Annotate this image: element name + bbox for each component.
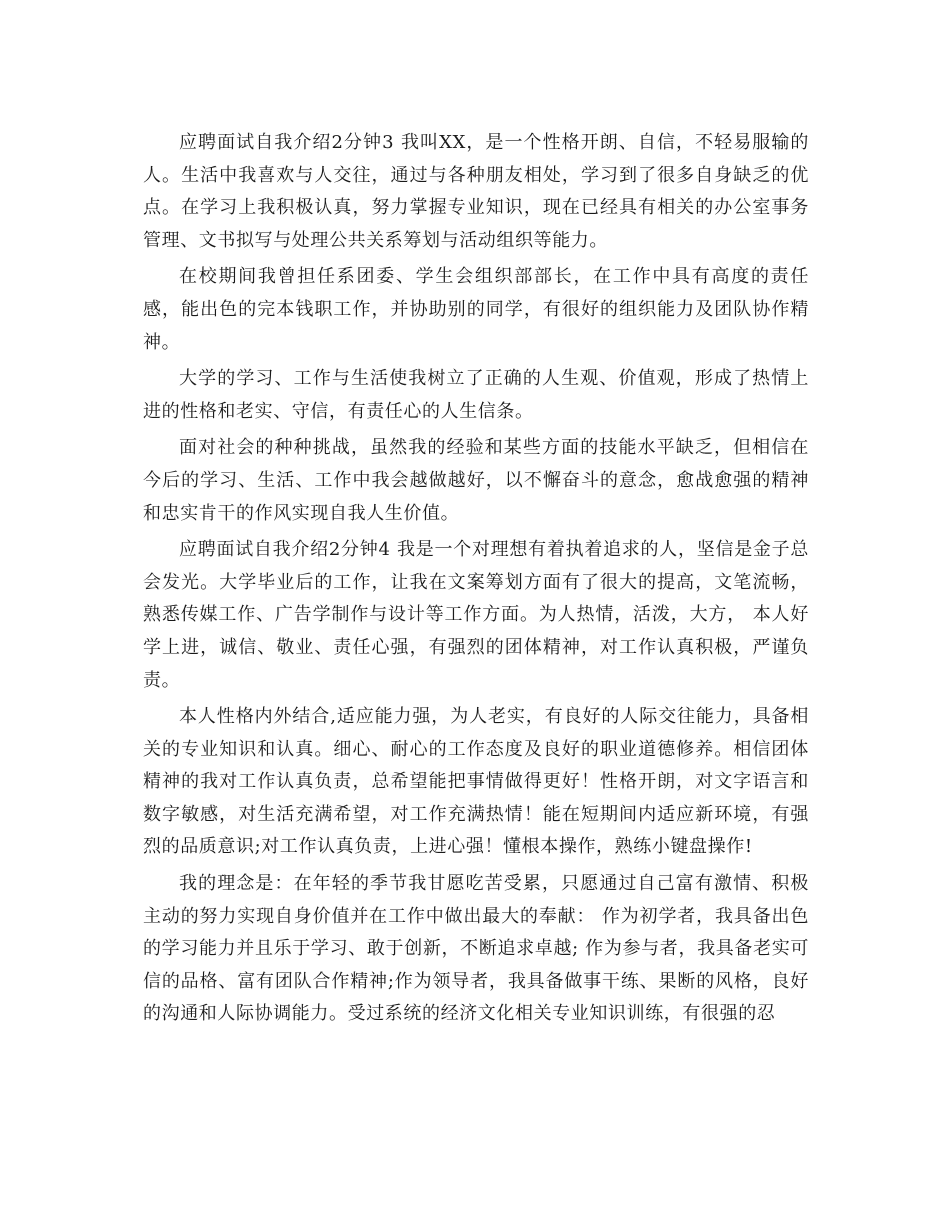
paragraph-5: 应聘面试自我介绍2分钟4 我是一个对理想有着执着追求的人，坚信是金子总会发光。大学毕业后的工作，让我在文案筹划方面有了很大的提高，文笔流畅，熟悉传媒工作、广告学制作与设计等工作方面。为人热情，活泼，大方， 本人好学上进，诚信、敬业、责任心强，有强烈的团体精神，对工作认真积极，严谨负责。 — [143, 539, 809, 691]
paragraph-3: 大学的学习、工作与生活使我树立了正确的人生观、价值观，形成了热情上进的性格和老实、守信，有责任心的人生信条。 — [143, 368, 809, 422]
paragraph-2: 在校期间我曾担任系团委、学生会组织部部长，在工作中具有高度的责任感，能出色的完本钱职工作，并协助别的同学，有很好的组织能力及团队协作精神。 — [143, 266, 809, 353]
paragraph-1: 应聘面试自我介绍2分钟3 我叫XX，是一个性格开朗、自信，不轻易服输的人。生活中我喜欢与人交往，通过与各种朋友相处，学习到了很多自身缺乏的优点。在学习上我积极认真，努力掌握专业知识，现在已经具有相关的办公室事务管理、文书拟写与处理公共关系筹划与活动组织等能力。 — [143, 132, 809, 251]
document-body — [143, 127, 809, 1035]
paragraph-4: 面对社会的种种挑战，虽然我的经验和某些方面的技能水平缺乏，但相信在今后的学习、生活、工作中我会越做越好，以不懈奋斗的意念，愈战愈强的精神和忠实肯干的作风实现自我人生价值。 — [143, 437, 809, 524]
paragraph-6: 本人性格内外结合,适应能力强，为人老实，有良好的人际交往能力，具备相关的专业知识和认真。细心、耐心的工作态度及良好的职业道德修养。相信团体精神的我对工作认真负责，总希望能把事情做得更好！性格开朗，对文字语言和数字敏感，对生活充满希望，对工作充满热情！能在短期间内适应新环境，有强烈的品质意识;对工作认真负责，上进心强！懂根本操作，熟练小键盘操作! — [143, 706, 809, 858]
paragraph-7: 我的理念是：在年轻的季节我甘愿吃苦受累，只愿通过自己富有激情、积极主动的努力实现自身价值并在工作中做出最大的奉献： 作为初学者，我具备出色的学习能力并且乐于学习、敢于创新，不断追求卓越; 作为参与者，我具备老实可信的品格、富有团队合作精神;作为领导者，我具备做事干练、果断的风格，良好的沟通和人际协调能力。受过系统的经济文化相关专业知识训练，有很强的忍 — [143, 873, 809, 1025]
